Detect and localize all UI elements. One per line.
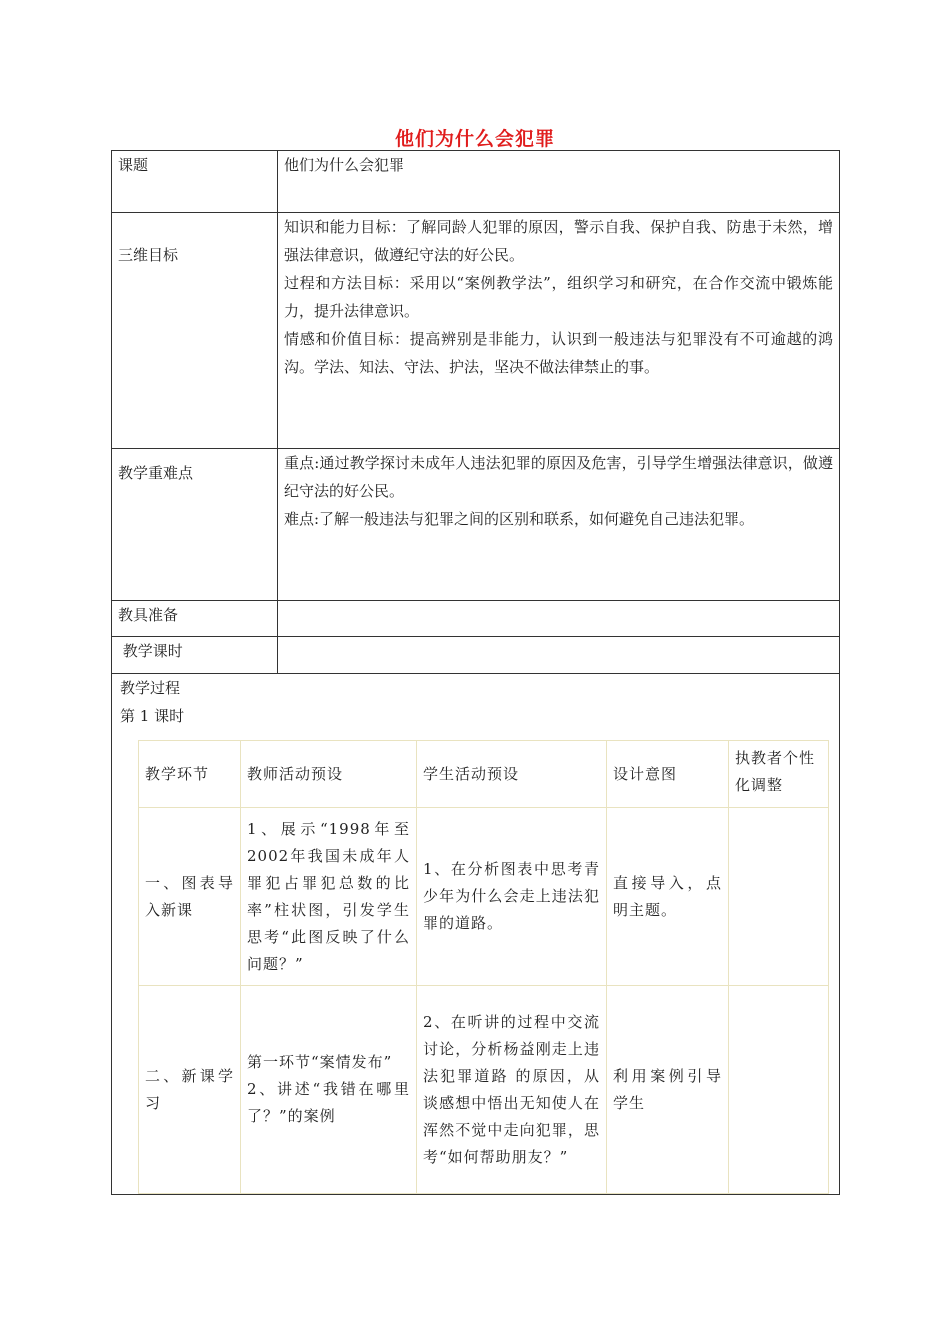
- goals-row: [112, 213, 840, 449]
- goals-content: [278, 213, 840, 449]
- header-adjust: 执教者个性化调整: [729, 741, 829, 808]
- intent-cell: 直接导入，点明主题。: [607, 808, 729, 986]
- tools-label: 教具准备: [112, 601, 278, 637]
- teacher-line: 第一环节“案情发布”: [247, 1053, 393, 1071]
- hours-value: [278, 637, 840, 674]
- tools-row: [112, 601, 840, 637]
- keypoint-focus: 重点:通过教学探讨未成年人违法犯罪的原因及危害，引导学生增强法律意识，做遵纪守法的好公民。: [284, 454, 833, 500]
- topic-row: [112, 151, 840, 213]
- stage-cell: 二、新课学习: [139, 986, 241, 1194]
- tools-value: [278, 601, 840, 637]
- hours-label: 教学课时: [112, 637, 278, 674]
- process-row: [112, 674, 840, 1195]
- page-title: 他们为什么会犯罪: [394, 128, 555, 150]
- keypoints-label: 教学重难点: [112, 449, 278, 601]
- adjust-cell: [729, 986, 829, 1194]
- goals-label: 三维目标: [112, 213, 278, 449]
- adjust-cell: [729, 808, 829, 986]
- student-cell: 1、在分析图表中思考青少年为什么会走上违法犯罪的道路。: [417, 808, 607, 986]
- process-header-row: [139, 741, 829, 808]
- goal-knowledge: 知识和能力目标：了解同龄人犯罪的原因，警示自我、保护自我、防患于未然，增强法律意识，做遵纪守法的好公民。: [284, 218, 833, 264]
- table-row: [139, 808, 829, 986]
- lesson-label: 第 1 课时: [120, 707, 185, 725]
- process-table: [138, 740, 829, 1194]
- hours-row: [112, 637, 840, 674]
- stage-cell: 一、图表导入新课: [139, 808, 241, 986]
- header-teacher: 教师活动预设: [241, 741, 417, 808]
- teacher-line: 2、讲述“我错在哪里了？”的案例: [247, 1080, 410, 1125]
- teacher-cell: [241, 986, 417, 1194]
- goal-emotion: 情感和价值目标：提高辨别是非能力，认识到一般违法与犯罪没有不可逾越的鸿沟。学法、知法、守法、护法，坚决不做法律禁止的事。: [284, 330, 833, 376]
- header-student: 学生活动预设: [417, 741, 607, 808]
- intent-cell: 利用案例引导学生: [607, 986, 729, 1194]
- process-cell: [112, 674, 840, 1195]
- lesson-plan-table: [111, 150, 840, 1195]
- table-row: [139, 986, 829, 1194]
- process-label: 教学过程: [120, 679, 181, 697]
- header-intent: 设计意图: [607, 741, 729, 808]
- header-stage: 教学环节: [139, 741, 241, 808]
- keypoint-difficulty: 难点:了解一般违法与犯罪之间的区别和联系，如何避免自己违法犯罪。: [284, 510, 755, 528]
- student-cell: 2、在听讲的过程中交流讨论，分析杨益刚走上违法犯罪道路 的原因，从谈感想中悟出无知使人在浑然不觉中走向犯罪，思考“如何帮助朋友？”: [417, 986, 607, 1194]
- topic-value: 他们为什么会犯罪: [278, 151, 840, 213]
- teacher-cell: 1、展示“1998年至2002年我国未成年人罪犯占罪犯总数的比率”柱状图，引发学生思考“此图反映了什么问题？”: [241, 808, 417, 986]
- keypoints-content: [278, 449, 840, 601]
- keypoints-row: [112, 449, 840, 601]
- topic-label: 课题: [112, 151, 278, 213]
- goal-process: 过程和方法目标：采用以“案例教学法”，组织学习和研究，在合作交流中锻炼能力，提升法律意识。: [284, 274, 833, 320]
